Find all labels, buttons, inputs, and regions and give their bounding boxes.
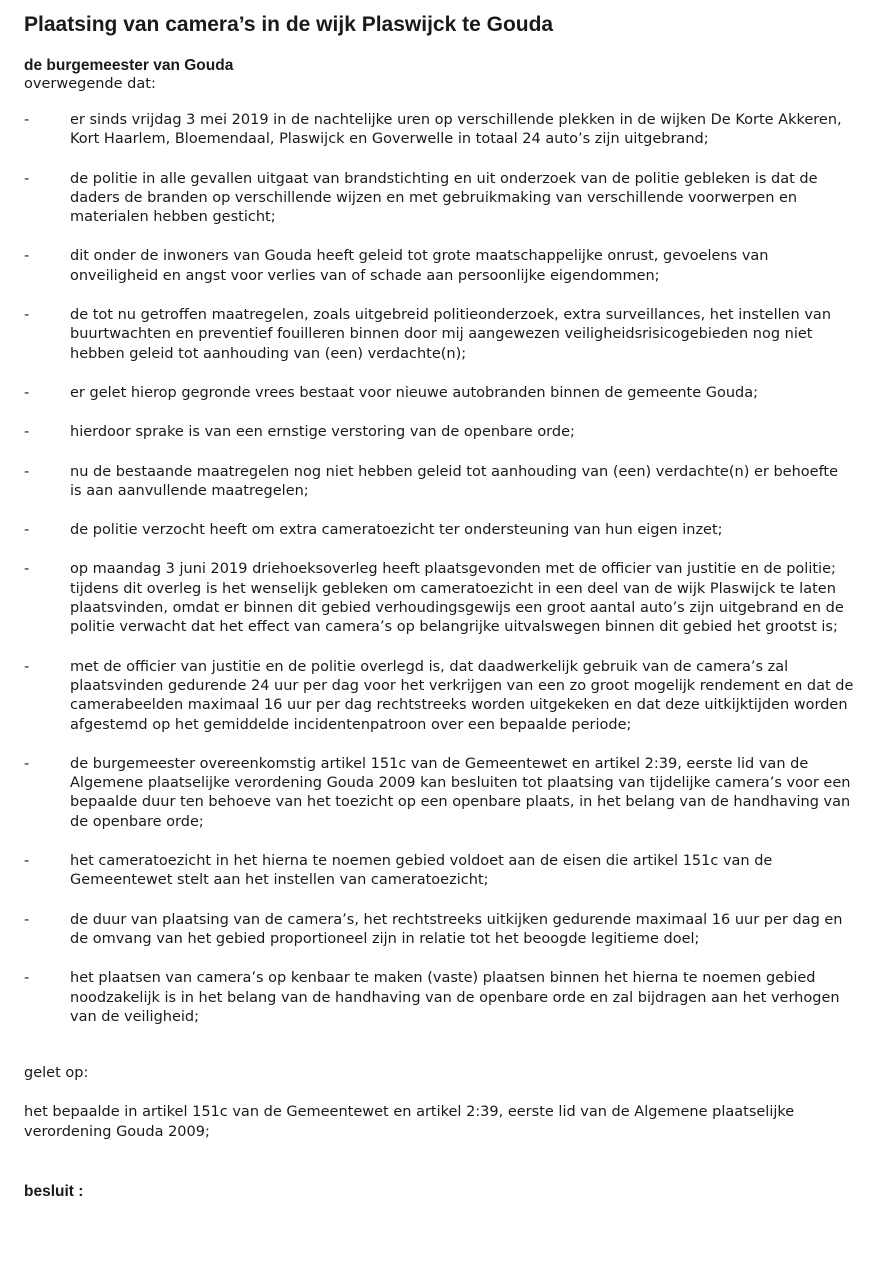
consideration-text: het cameratoezicht in het hierna te noemen gebied voldoet aan de eisen die artikel 151c van de Gemeentewet stelt aan het instellen van cameratoezicht; bbox=[70, 853, 773, 889]
list-bullet: - bbox=[24, 424, 30, 441]
consideration-text: op maandag 3 juni 2019 driehoeksoverleg heeft plaatsgevonden met de officier van justitie en de politie; tijdens dit overleg is het wenselijk gebleken om cameratoezicht in een deel van de wijk Plaswijck te laten plaatsvinden, omdat er binnen dit gebied verhoudingsgewijs een groot aantal auto’s zijn uitgebrand en de politie verwacht dat het effect van camera’s op belangrijke uitvalswegen binnen dit gebied het grootst is; bbox=[70, 561, 844, 636]
consideration-item bbox=[24, 247, 854, 286]
list-bullet: - bbox=[24, 384, 30, 401]
list-bullet: - bbox=[24, 522, 30, 539]
list-bullet: - bbox=[24, 911, 30, 928]
consideration-item bbox=[24, 521, 854, 540]
consideration-item bbox=[24, 852, 854, 891]
decision-label: besluit : bbox=[24, 1182, 84, 1200]
list-bullet: - bbox=[24, 970, 30, 987]
list-bullet: - bbox=[24, 248, 30, 265]
consideration-text: nu de bestaande maatregelen nog niet hebben geleid tot aanhouding van (een) verdachte(n) er behoefte is aan aanvullende maatregelen; bbox=[70, 463, 839, 499]
consideration-item bbox=[24, 170, 854, 228]
list-bullet: - bbox=[24, 307, 30, 324]
consideration-text: de duur van plaatsing van de camera’s, het rechtstreeks uitkijken gedurende maximaal 16 uur per dag en de omvang van het gebied proportioneel zijn in relatie tot het beoogde legitieme doel; bbox=[70, 911, 843, 947]
consideration-text: er gelet hierop gegronde vrees bestaat voor nieuwe autobranden binnen de gemeente Gouda; bbox=[70, 384, 758, 401]
consideration-item bbox=[24, 755, 854, 832]
document-title: Plaatsing van camera’s in de wijk Plaswijck te Gouda bbox=[24, 13, 554, 36]
preamble bbox=[24, 57, 854, 93]
consideration-text: met de officier van justitie en de politie overlegd is, dat daadwerkelijk gebruik van de camera’s zal plaatsvinden gedurende 24 uur per dag voor het verkrijgen van een zo groot mogelijk rendement en dat de camerabeelden maximaal 16 uur per dag rechtstreeks worden uitgekeken en dat deze uitkijktijden worden afgestemd op het gemiddelde incidentenpatroon over een bepaalde periode; bbox=[70, 658, 854, 733]
consideration-item bbox=[24, 658, 854, 735]
consideration-text: de politie in alle gevallen uitgaat van brandstichting en uit onderzoek van de politie gebleken is dat de daders de branden op verschillende wijzen en met gebruikmaking van verschillende voorwerpen en materialen hebben gesticht; bbox=[70, 170, 818, 226]
list-bullet: - bbox=[24, 853, 30, 870]
consideration-text: de burgemeester overeenkomstig artikel 151c van de Gemeentewet en artikel 2:39, eerste lid van de Algemene plaatselijke verordening Gouda 2009 kan besluiten tot plaatsing van tijdelijke camera’s voor een bepaalde duur ten behoeve van het toezicht op een openbare plaats, in het belang van de handhaving van de openbare orde; bbox=[70, 755, 851, 830]
consideration-text: de politie verzocht heeft om extra cameratoezicht ter ondersteuning van hun eigen inzet; bbox=[70, 522, 723, 539]
considerations-list bbox=[24, 111, 854, 1027]
consideration-item bbox=[24, 306, 854, 364]
having-regard-text: het bepaalde in artikel 151c van de Gemeentewet en artikel 2:39, eerste lid van de Algemene plaatselijke verordening Gouda 2009; bbox=[24, 1104, 795, 1140]
list-bullet: - bbox=[24, 463, 30, 480]
list-bullet: - bbox=[24, 658, 30, 675]
list-bullet: - bbox=[24, 561, 30, 578]
document-page bbox=[24, 10, 854, 1201]
having-regard-label: gelet op: bbox=[24, 1065, 89, 1082]
consideration-item bbox=[24, 463, 854, 502]
consideration-item bbox=[24, 111, 854, 150]
consideration-text: hierdoor sprake is van een ernstige verstoring van de openbare orde; bbox=[70, 424, 575, 441]
consideration-text: de tot nu getroffen maatregelen, zoals uitgebreid politieonderzoek, extra surveillances, het instellen van buurtwachten en preventief fouilleren binnen door mij aangewezen veiligheidsrisicogebieden nog niet hebben geleid tot aanhouding van (een) verdachte(n); bbox=[70, 307, 832, 362]
consideration-item bbox=[24, 911, 854, 950]
list-bullet: - bbox=[24, 170, 30, 187]
consideration-text: het plaatsen van camera’s op kenbaar te maken (vaste) plaatsen binnen het hierna te noemen gebied noodzakelijk is in het belang van de handhaving van de openbare orde en zal bijdragen aan het verhogen van de veiligheid; bbox=[70, 970, 840, 1025]
consideration-text: dit onder de inwoners van Gouda heeft geleid tot grote maatschappelijke onrust, gevoelens van onveiligheid en angst voor verlies van of schade aan persoonlijke eigendommen; bbox=[70, 248, 769, 284]
consideration-item bbox=[24, 423, 854, 442]
consideration-text: er sinds vrijdag 3 mei 2019 in de nachtelijke uren op verschillende plekken in de wijken De Korte Akkeren, Kort Haarlem, Bloemendaal, Plaswijck en Goverwelle in totaal 24 auto’s zijn uitgebrand; bbox=[70, 112, 842, 148]
list-bullet: - bbox=[24, 755, 30, 772]
consideration-item bbox=[24, 384, 854, 403]
list-bullet: - bbox=[24, 112, 30, 128]
consideration-item bbox=[24, 560, 854, 637]
consideration-item bbox=[24, 969, 854, 1027]
considering-intro: overwegende dat: bbox=[24, 76, 156, 92]
authority-heading: de burgemeester van Gouda bbox=[24, 57, 234, 74]
